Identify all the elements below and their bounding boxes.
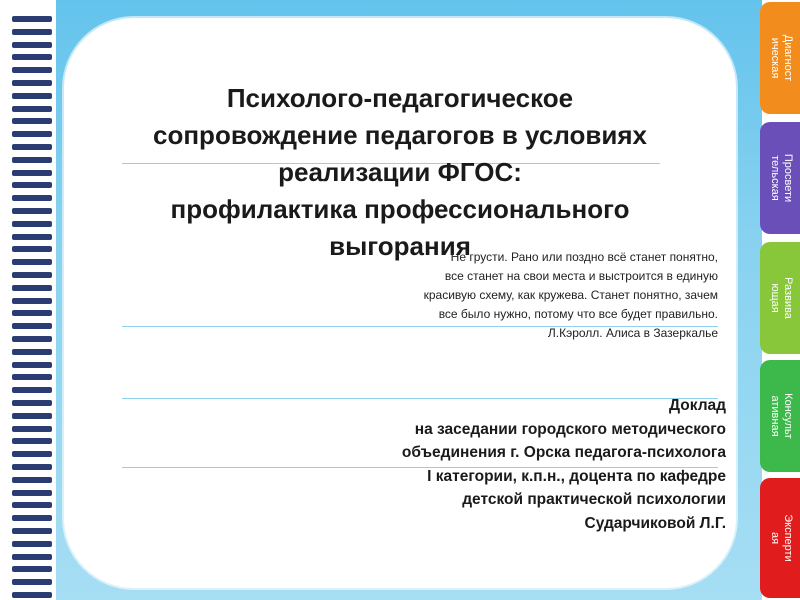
binding-ring [12,285,52,291]
binding-ring [12,451,52,457]
tab-label: Просвети тельская [769,153,794,203]
binding-ring [12,131,52,137]
quote-line: все было нужно, потому что все будет правильно. [438,307,718,321]
binding-ring [12,272,52,278]
binding-ring [12,144,52,150]
quote-line: красивую схему, как кружева. Станет понятно, зачем [423,288,718,302]
report-info [256,394,726,535]
binding-ring [12,54,52,60]
binding-ring [12,362,52,368]
spiral-binding [0,0,56,600]
binding-ring [12,246,52,252]
report-line: на заседании городского методического [414,420,726,438]
binding-ring [12,387,52,393]
binding-ring [12,528,52,534]
report-line: Доклад [669,397,726,414]
binding-ring [12,349,52,355]
binding-ring [12,259,52,265]
binding-ring [12,93,52,99]
quote-line: все станет на свои места и выстроится в единую [444,269,718,283]
binding-ring [12,29,52,35]
binding-ring [12,170,52,176]
binding-ring [12,413,52,419]
binding-ring [12,42,52,48]
binding-ring [12,336,52,342]
title-line: реализации ФГОС: [278,157,522,187]
binding-ring [12,541,52,547]
binding-ring [12,400,52,406]
tab-diagnostic[interactable] [760,2,800,114]
tab-label: Развива ющая [769,277,794,319]
binding-ring [12,490,52,496]
report-line: I категории, к.п.н., доцента по кафедре [427,467,726,485]
epigraph-quote [298,248,718,343]
binding-ring [12,374,52,380]
binding-ring [12,554,52,560]
binding-ring [12,157,52,163]
binding-ring [12,106,52,112]
binding-ring [12,195,52,201]
title-line: сопровождение педагогов в условиях [153,120,647,150]
quote-line: Не грусти. Рано или поздно всё станет понятно, [450,250,718,264]
tab-developmental[interactable] [760,242,800,354]
title-line: Психолого-педагогическое [226,83,574,113]
binding-ring [12,67,52,73]
binding-ring [12,566,52,572]
report-line: объединения г. Орска педагога-психолога [401,444,726,461]
binding-ring [12,579,52,585]
binding-ring [12,426,52,432]
title-line: профилактика профессионального [170,194,630,224]
binding-ring [12,592,52,598]
tab-educational[interactable] [760,122,800,234]
binding-ring [12,221,52,227]
binding-ring [12,16,52,22]
binding-ring [12,298,52,304]
binding-ring [12,464,52,470]
binding-ring [12,502,52,508]
binding-ring [12,438,52,444]
binding-ring [12,310,52,316]
tab-expert[interactable] [760,478,800,598]
slide-title [90,80,710,265]
binding-ring [12,515,52,521]
binding-ring [12,208,52,214]
tab-label: Диагност ическая [769,34,794,82]
binding-ring [12,323,52,329]
binding-ring [12,234,52,240]
tab-label: Эксперти ая [769,514,794,562]
report-author: Сударчиковой Л.Г. [584,514,726,532]
binding-ring [12,182,52,188]
quote-author: Л.Кэролл. Алиса в Зазеркалье [547,326,718,340]
title-line: выгорания [329,231,471,261]
report-line: детской практической психологии [462,491,726,508]
tab-consultative[interactable] [760,360,800,472]
binding-ring [12,477,52,483]
binding-ring [12,118,52,124]
binding-ring [12,80,52,86]
tab-label: Консульт ативная [769,393,794,439]
